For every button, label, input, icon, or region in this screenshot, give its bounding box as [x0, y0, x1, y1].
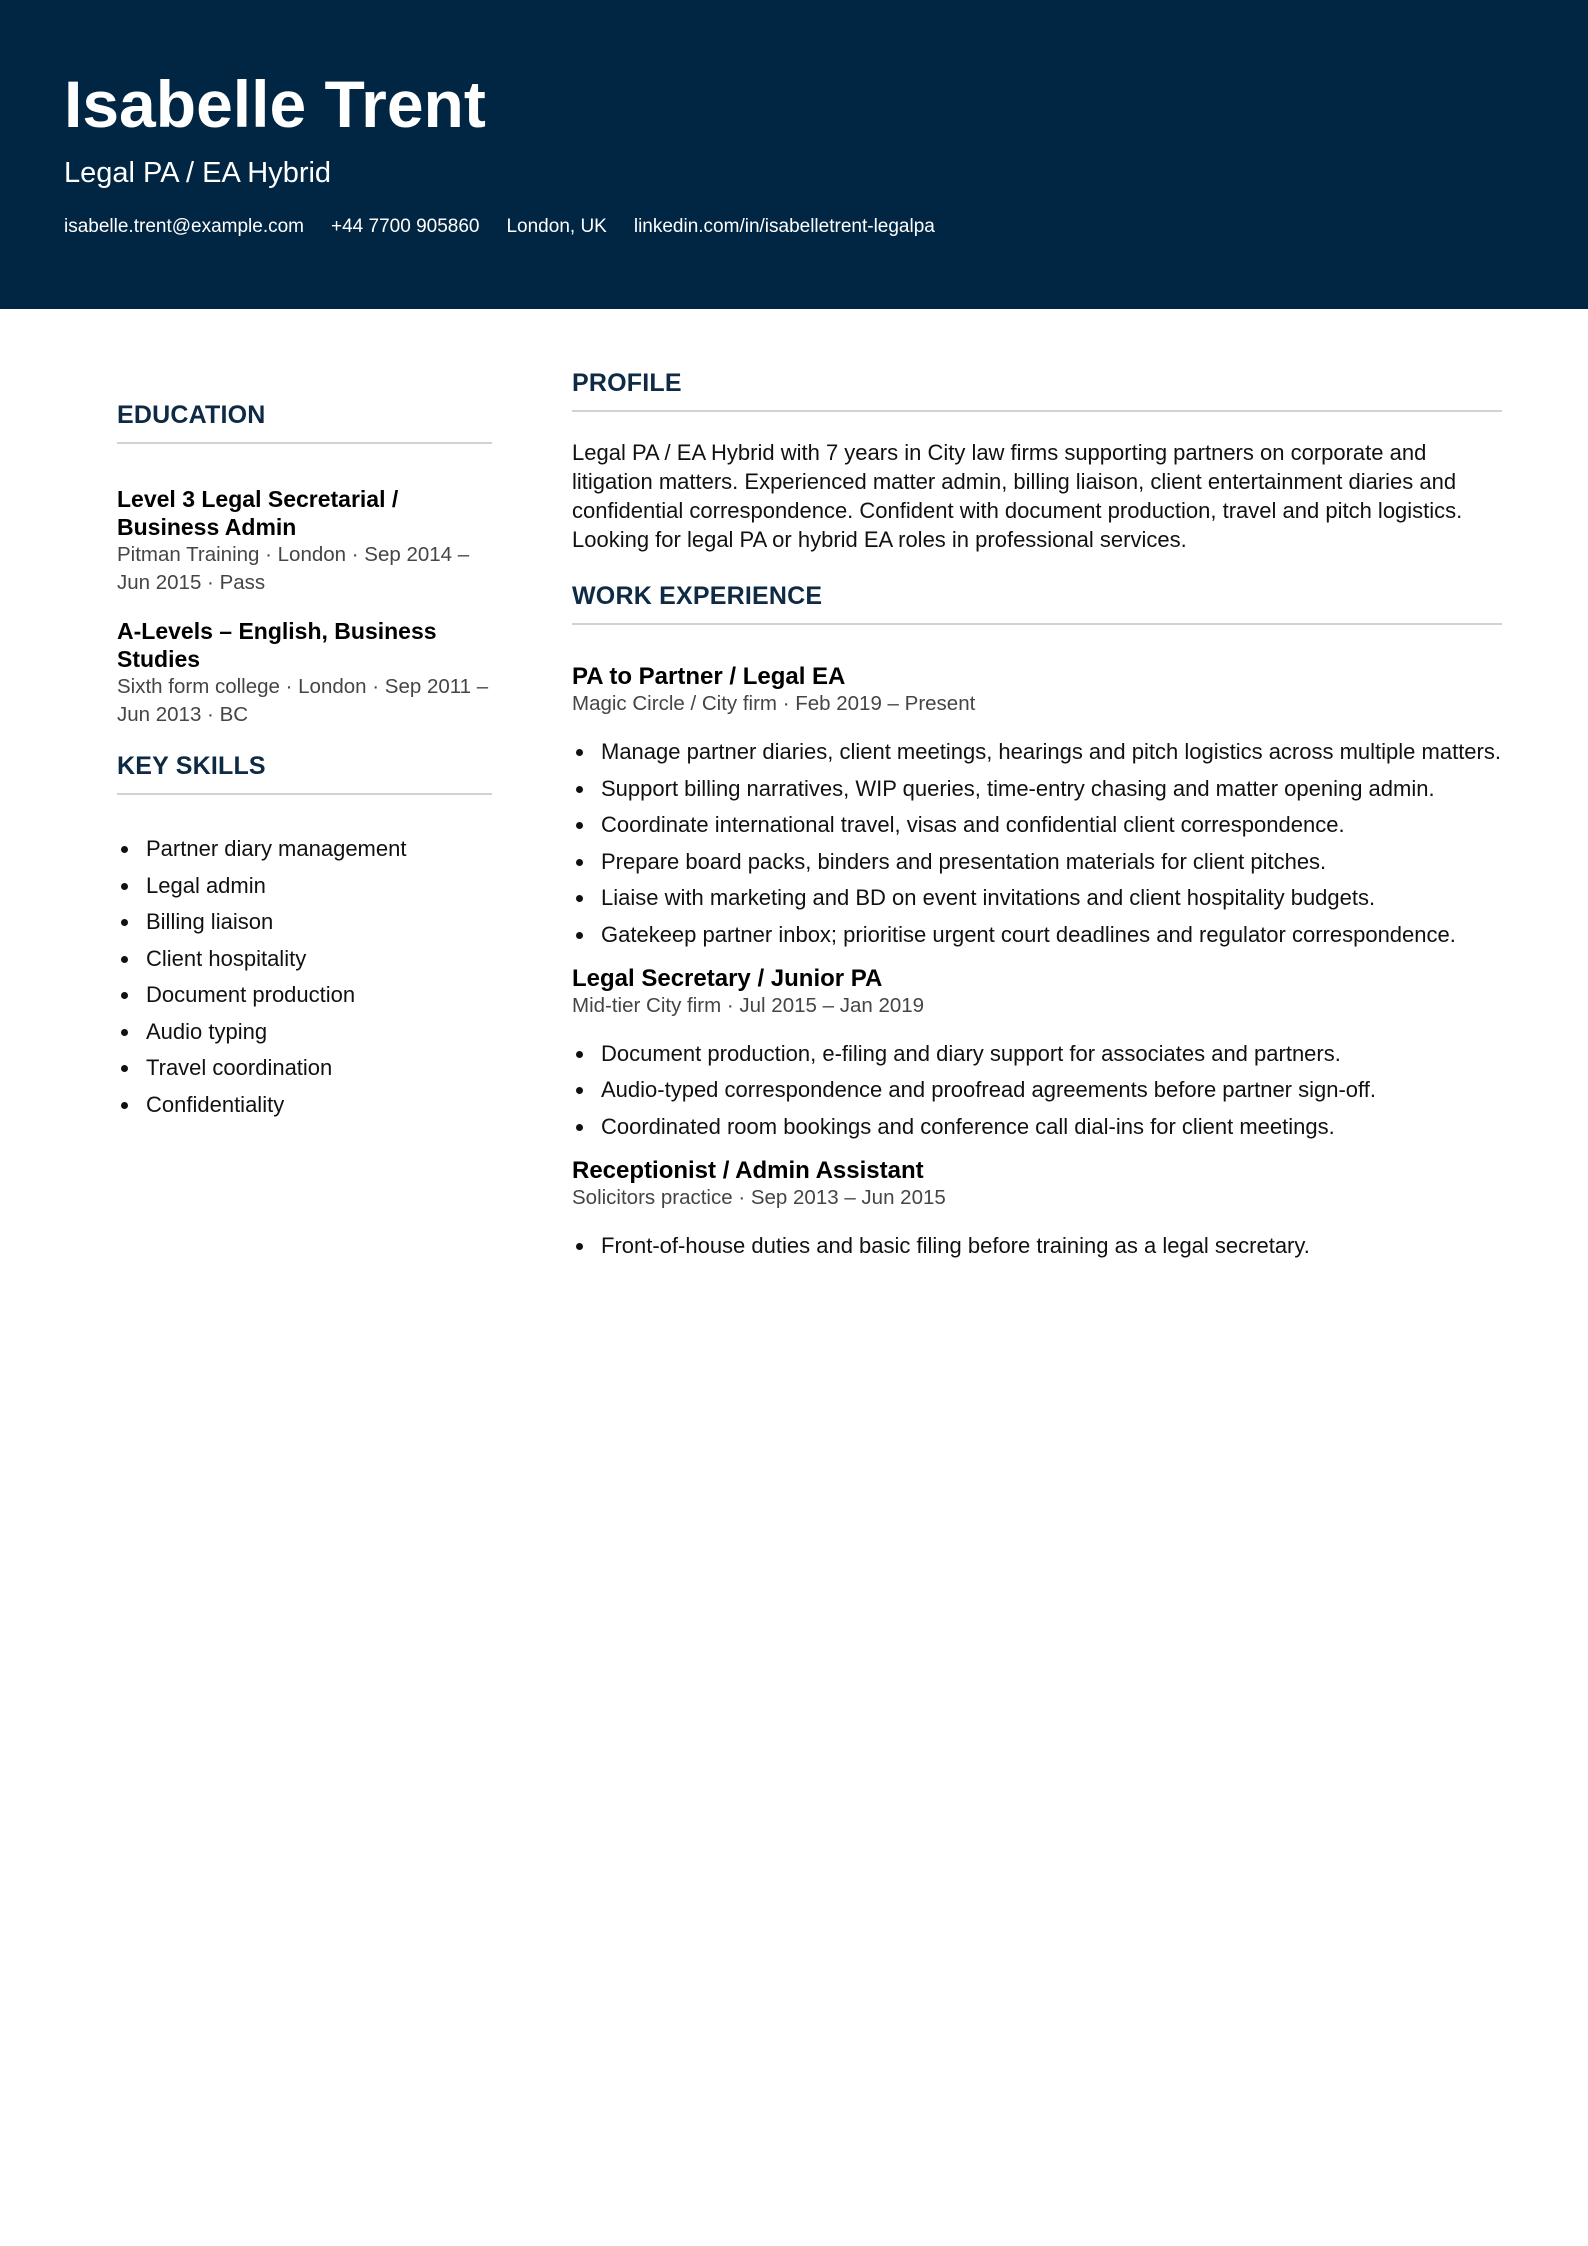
job-bullet: Prepare board packs, binders and presentation materials for client pitches.	[572, 847, 1502, 876]
job-title: Legal Secretary / Junior PA	[572, 964, 883, 992]
candidate-role: Legal PA / EA Hybrid	[64, 157, 332, 189]
candidate-name: Isabelle Trent	[64, 67, 486, 141]
profile-section	[572, 366, 1502, 554]
job-meta: Mid-tier City firm · Jul 2015 – Jan 2019	[572, 993, 925, 1017]
section-divider	[572, 623, 1502, 625]
job-bullet: Gatekeep partner inbox; prioritise urgent court deadlines and regulator correspondence.	[572, 920, 1502, 949]
job-bullet: Front-of-house duties and basic filing before training as a legal secretary.	[572, 1231, 1502, 1260]
contact-row	[64, 214, 935, 240]
education-meta: Pitman Training · London · Sep 2014 – Jun 2015 · Pass	[117, 543, 470, 594]
job-bullet: Coordinated room bookings and conference call dial-ins for client meetings.	[572, 1112, 1502, 1141]
job-bullet: Audio-typed correspondence and proofread agreements before partner sign-off.	[572, 1075, 1502, 1104]
section-divider	[117, 793, 492, 795]
job-entry	[572, 965, 1502, 1141]
contact-linkedin[interactable]: linkedin.com/in/isabelletrent-legalpa	[633, 216, 935, 237]
education-meta: Sixth form college · London · Sep 2011 – Jun 2013 · BC	[117, 675, 489, 726]
education-list	[117, 485, 492, 729]
contact-location: London, UK	[506, 216, 607, 237]
education-heading: EDUCATION	[117, 401, 266, 429]
job-bullet: Document production, e-filing and diary support for associates and partners.	[572, 1039, 1502, 1068]
job-title: Receptionist / Admin Assistant	[572, 1156, 924, 1184]
skill-item: Confidentiality	[117, 1087, 492, 1124]
section-divider	[572, 410, 1502, 412]
job-bullet: Coordinate international travel, visas and confidential client correspondence.	[572, 810, 1502, 839]
job-meta: Solicitors practice · Sep 2013 – Jun 2015	[572, 1185, 946, 1209]
skill-item: Audio typing	[117, 1014, 492, 1051]
skill-item: Client hospitality	[117, 941, 492, 978]
education-title: Level 3 Legal Secretarial / Business Admin	[117, 486, 399, 540]
skills-heading: KEY SKILLS	[117, 752, 266, 780]
job-bullet: Support billing narratives, WIP queries, time-entry chasing and matter opening admin.	[572, 774, 1502, 803]
resume-header	[0, 0, 1588, 309]
skill-item: Document production	[117, 977, 492, 1014]
education-item	[117, 617, 492, 729]
job-meta: Magic Circle / City firm · Feb 2019 – Present	[572, 692, 976, 715]
job-bullet: Liaise with marketing and BD on event invitations and client hospitality budgets.	[572, 883, 1502, 912]
work-experience-section	[572, 579, 1502, 1260]
skill-item: Partner diary management	[117, 831, 492, 868]
education-title: A-Levels – English, Business Studies	[117, 618, 437, 672]
contact-email[interactable]: isabelle.trent@example.com	[64, 216, 305, 237]
skill-item: Legal admin	[117, 868, 492, 905]
job-entry	[572, 663, 1502, 949]
education-item	[117, 485, 492, 597]
job-bullets	[572, 1039, 1502, 1141]
education-section	[117, 398, 492, 729]
skill-item: Billing liaison	[117, 904, 492, 941]
skills-list	[117, 831, 492, 1123]
right-column	[572, 366, 1502, 1267]
job-entry	[572, 1157, 1502, 1260]
profile-heading: PROFILE	[572, 369, 682, 397]
section-divider	[117, 442, 492, 444]
job-bullets	[572, 1231, 1502, 1260]
skills-section	[117, 749, 492, 1123]
job-bullet: Manage partner diaries, client meetings, hearings and pitch logistics across multiple matters.	[572, 737, 1502, 766]
job-title: PA to Partner / Legal EA	[572, 663, 846, 690]
job-bullets	[572, 737, 1502, 949]
skill-item: Travel coordination	[117, 1050, 492, 1087]
left-column	[117, 398, 492, 1123]
profile-summary: Legal PA / EA Hybrid with 7 years in City law firms supporting partners on corporate and litigation matters. Experienced matter admin, billing liaison, client entertainment diaries and confidential correspondence. Confident with document production, travel and pitch logistics. Looking for legal PA or hybrid EA roles in professional services.	[572, 440, 1463, 552]
work-experience-heading: WORK EXPERIENCE	[572, 582, 823, 610]
job-list	[572, 663, 1502, 1260]
contact-phone[interactable]: +44 7700 905860	[331, 216, 480, 237]
